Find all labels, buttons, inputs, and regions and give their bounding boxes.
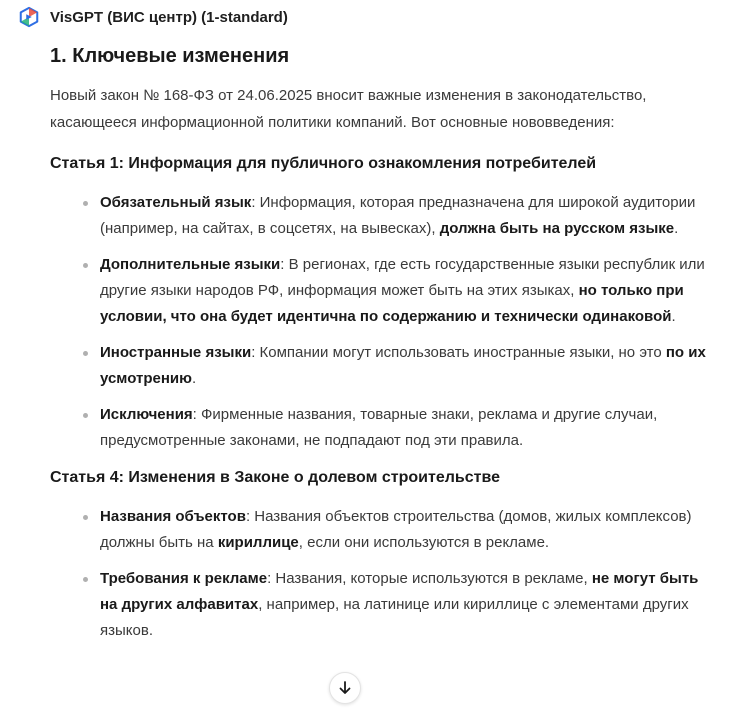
item-tail: , например, на латинице или кириллице с элементами других языков. [100, 596, 689, 639]
list-item [100, 504, 710, 556]
item-tail: . [191, 370, 197, 387]
item-text: : В регионах, где есть государственные языки республик или другие языки народов РФ, информация может быть на этих языках, [100, 256, 705, 299]
list-item [100, 566, 710, 644]
article-1-title: Статья 1: Информация для публичного ознакомления потребителей [50, 155, 597, 172]
item-term: Исключения [100, 406, 193, 423]
item-bold: но только при условии, что она будет идентична по содержанию и технически одинаковой [100, 282, 684, 325]
item-text: : Информация, которая предназначена для широкой аудитории (например, на сайтах, в соцсетях, на вывесках), [100, 194, 696, 237]
article-4-list [50, 504, 710, 644]
intro-paragraph: Новый закон № 168-ФЗ от 24.06.2025 вносит важные изменения в законодательство, касающееся информационной политики компаний. Вот основные нововведения: [50, 87, 647, 131]
item-tail: , если они используются в рекламе. [298, 534, 550, 551]
list-item [100, 190, 710, 242]
list-item [100, 402, 710, 454]
article-4-title: Статья 4: Изменения в Законе о долевом строительстве [50, 469, 501, 486]
item-bold: не могут быть на других алфавитах [100, 570, 699, 613]
item-bold: по их усмотрению [100, 344, 706, 387]
item-text: : Фирменные названия, товарные знаки, реклама и другие случаи, предусмотренные законами, не подпадают под эти правила. [100, 406, 658, 449]
model-name: VisGPT (ВИС центр) (1-standard) [50, 8, 288, 26]
item-bold: кириллице [217, 534, 299, 551]
item-tail: . [674, 220, 679, 237]
item-text: : Названия, которые используются в рекламе, [267, 570, 592, 587]
item-term: Названия объектов [100, 508, 246, 525]
item-text: : Названия объектов строительства (домов, жилых комплексов) должны быть на [100, 508, 692, 551]
arrow-down-icon [337, 680, 353, 696]
item-text: : Компании могут использовать иностранные языки, но это [251, 344, 666, 361]
item-term: Иностранные языки [100, 344, 252, 361]
section-title: 1. Ключевые изменения [50, 45, 290, 67]
list-item [100, 340, 710, 392]
item-bold: должна быть на русском языке [439, 220, 675, 237]
chat-header [18, 6, 288, 28]
visgpt-logo-icon [18, 6, 40, 28]
item-term: Обязательный язык [100, 194, 252, 211]
list-item [100, 252, 710, 330]
scroll-to-bottom-button[interactable] [329, 672, 361, 704]
item-tail: . [671, 308, 676, 325]
article-1-list [50, 190, 710, 454]
assistant-message [50, 40, 710, 654]
item-term: Требования к рекламе [100, 570, 268, 587]
item-term: Дополнительные языки [100, 256, 281, 273]
